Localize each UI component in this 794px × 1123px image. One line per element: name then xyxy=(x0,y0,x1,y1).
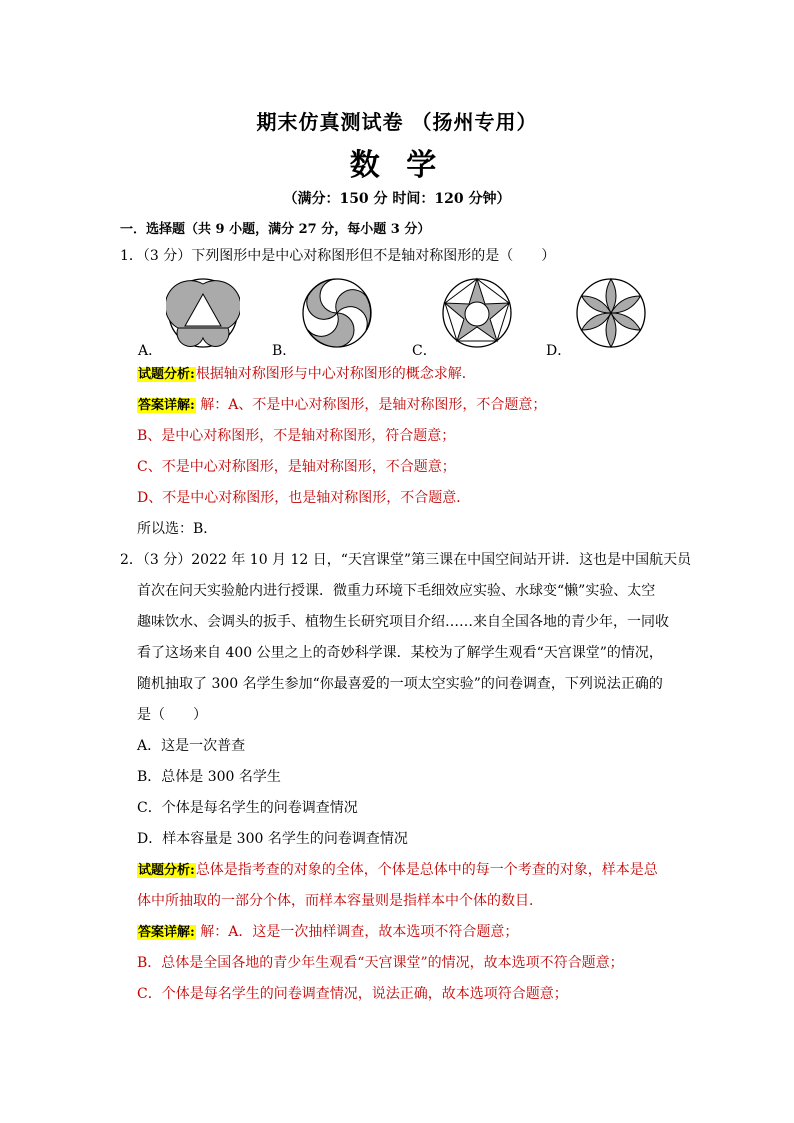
q1-label-a: A． xyxy=(138,343,163,359)
subject-title: 数 学 xyxy=(349,148,445,183)
q2-stem-line: 随机抽取了 300 名学生参加“你最喜爱的一项太空实验”的问卷调查，下列说法正确的 xyxy=(137,676,663,692)
analysis-text: 体中所抽取的一部分个体，而样本容量则是指样本中个体的数目． xyxy=(137,893,543,909)
q1-answer xyxy=(137,395,546,416)
figure-d xyxy=(574,276,648,350)
answer-line: A、不是中心对称图形，是轴对称图形，不合题意； xyxy=(228,397,547,413)
q1-stem: 1．（3 分）下列图形中是中心对称图形但不是轴对称图形的是（ ） xyxy=(120,248,556,264)
answer-line: A．这是一次抽样调查，故本选项不符合题意； xyxy=(228,924,519,940)
q1-label-b: B． xyxy=(272,343,297,359)
q1-conclusion: 所以选：B． xyxy=(137,521,218,537)
answer-line: B、是中心对称图形，不是轴对称图形，符合题意； xyxy=(137,428,456,444)
section-heading: 一．选择题（共 9 小题，满分 27 分，每小题 3 分） xyxy=(120,222,431,237)
page-title: 期末仿真测试卷 （扬州专用） xyxy=(256,110,538,134)
analysis-text: 总体是指考查的对象的全体，个体是总体中的每一个考查的对象，样本是总 xyxy=(195,862,658,878)
exam-meta: （满分：150 分 时间：120 分钟） xyxy=(283,191,511,207)
q2-option-c: C．个体是每名学生的问卷调查情况 xyxy=(137,800,358,816)
q2-stem-line: 看了这场来自 400 公里之上的奇妙科学课．某校为了解学生观看“天宫课堂”的情况， xyxy=(137,645,663,661)
q2-analysis xyxy=(137,860,658,881)
q2-answer xyxy=(137,922,518,943)
answer-line: B．总体是全国各地的青少年生观看“天宫课堂”的情况，故本选项不符合题意； xyxy=(137,955,624,971)
answer-line: D、不是中心对称图形，也是轴对称图形，不合题意． xyxy=(137,490,471,506)
q2-option-b: B．总体是 300 名学生 xyxy=(137,769,281,785)
q1-analysis xyxy=(137,364,476,385)
answer-prefix: 解： xyxy=(200,397,229,413)
answer-tag: 答案详解: xyxy=(138,925,195,940)
q2-stem-line: 趣味饮水、会调头的扳手、植物生长研究项目介绍……来自全国各地的青少年，一同收 xyxy=(137,614,669,630)
figure-c xyxy=(440,276,514,350)
q2-option-a: A．这是一次普查 xyxy=(137,738,246,754)
answer-line: C．个体是每名学生的问卷调查情况，说法正确，故本选项符合题意； xyxy=(137,986,568,1002)
q1-figures xyxy=(138,276,658,356)
q1-label-d: D． xyxy=(546,343,572,359)
figure-b xyxy=(300,276,374,350)
q2-stem-line: 2．（3 分）2022 年 10 月 12 日，“天宫课堂”第三课在中国空间站开讲．这也是中国航天员 xyxy=(120,552,692,568)
q2-stem-line: 是（ ） xyxy=(137,707,207,723)
q2-stem-line: 首次在问天实验舱内进行授课．微重力环境下毛细效应实验、水球变“懒”实验、太空 xyxy=(137,583,656,599)
q2-option-d: D．样本容量是 300 名学生的问卷调查情况 xyxy=(137,831,408,847)
answer-tag: 答案详解: xyxy=(138,398,195,413)
analysis-tag: 试题分析: xyxy=(138,367,195,382)
answer-line: C、不是中心对称图形，是轴对称图形，不合题意； xyxy=(137,459,456,475)
analysis-tag: 试题分析: xyxy=(138,863,195,878)
figure-a xyxy=(166,276,240,350)
answer-prefix: 解： xyxy=(200,924,229,940)
q1-label-c: C． xyxy=(412,343,437,359)
analysis-text: 根据轴对称图形与中心对称图形的概念求解． xyxy=(195,366,476,382)
